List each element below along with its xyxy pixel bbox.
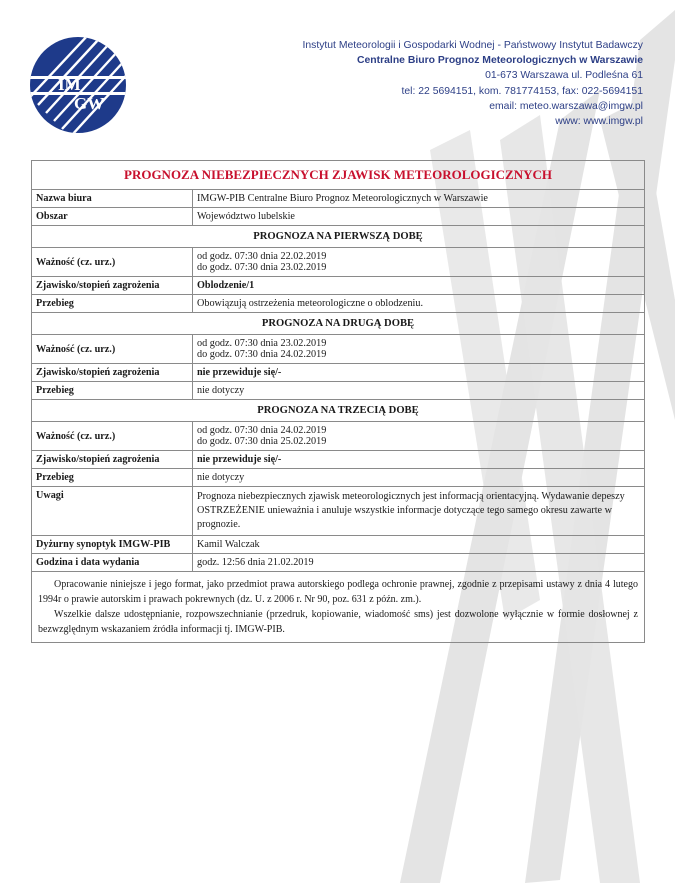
website[interactable]: www: www.imgw.pl [555,116,643,128]
duty-row [32,536,645,554]
office-value: IMGW-PIB Centralne Biuro Prognoz Meteorologicznych w Warszawie [193,190,645,208]
day1-validity-label: Ważność (cz. urz.) [32,248,193,277]
institution-header [302,38,643,129]
day3-heading-row [32,400,645,422]
day2-heading-row [32,313,645,335]
day2-phenomenon-label: Zjawisko/stopień zagrożenia [32,364,193,382]
day3-validity-row [32,422,645,451]
office-name: Centralne Biuro Prognoz Meteorologicznych w Warszawie [357,55,643,67]
footer-row [32,572,645,643]
email[interactable]: email: meteo.warszawa@imgw.pl [489,100,643,112]
office-row [32,190,645,208]
day1-heading: PROGNOZA NA PIERWSZĄ DOBĘ [32,226,645,248]
day3-course-row [32,469,645,487]
day1-course-label: Przebieg [32,295,193,313]
day2-phenomenon-value: nie przewiduje się/- [193,364,645,382]
duty-value: Kamil Walczak [193,536,645,554]
forecast-table [31,160,645,643]
institute-name: Instytut Meteorologii i Gospodarki Wodnej - Państwowy Instytut Badawczy [302,40,643,51]
copyright-paragraph-1: Opracowanie niniejsze i jego format, jako przedmiot prawa autorskiego podlega ochronie prawnej, zgodnie z przepisami ustawy z dnia 4 lutego 1994r o prawie autorskim i prawach pokrewnych (dz. U. z 2006 r. Nr 90, poz. 631 z późn. zm.). [38,579,638,605]
day3-phenomenon-value: nie przewiduje się/- [193,451,645,469]
day2-course-value: nie dotyczy [193,382,645,400]
day3-course-value: nie dotyczy [193,469,645,487]
day3-validity-label: Ważność (cz. urz.) [32,422,193,451]
issued-value: godz. 12:56 dnia 21.02.2019 [193,554,645,572]
day1-course-row [32,295,645,313]
day2-to: do godz. 07:30 dnia 24.02.2019 [197,349,327,360]
day3-heading: PROGNOZA NA TRZECIĄ DOBĘ [32,400,645,422]
day2-from: od godz. 07:30 dnia 23.02.2019 [197,338,327,349]
remarks-row [32,487,645,536]
remarks-label: Uwagi [32,487,193,536]
day1-to: do godz. 07:30 dnia 23.02.2019 [197,262,327,273]
document-title: PROGNOZA NIEBEZPIECZNYCH ZJAWISK METEOROLOGICZNYCH [32,161,645,190]
area-row [32,208,645,226]
day1-validity-value [193,248,645,277]
area-label: Obszar [32,208,193,226]
remarks-value: Prognoza niebezpiecznych zjawisk meteorologicznych jest informacją orientacyjną. Wydawanie depeszy OSTRZEŻENIE unieważnia i anuluje wszystkie informacje dotyczące tego samego okresu zawarte w prognozie. [193,487,645,536]
copyright-paragraph-2: Wszelkie dalsze udostępnianie, rozpowszechnianie (przedruk, kopiowanie, wiadomość sms) jest dozwolone wyłącznie w formie dosłownej z bezwzględnym wskazaniem źródła informacji tj. IMGW-PIB. [38,609,638,635]
day3-to: do godz. 07:30 dnia 25.02.2019 [197,436,327,447]
day1-course-value: Obowiązują ostrzeżenia meteorologiczne o oblodzeniu. [193,295,645,313]
day2-course-label: Przebieg [32,382,193,400]
area-value: Województwo lubelskie [193,208,645,226]
day2-validity-label: Ważność (cz. urz.) [32,335,193,364]
duty-label: Dyżurny synoptyk IMGW-PIB [32,536,193,554]
day3-phenomenon-label: Zjawisko/stopień zagrożenia [32,451,193,469]
day2-validity-row [32,335,645,364]
day3-validity-value [193,422,645,451]
day1-phenomenon-row [32,277,645,295]
copyright-notice [32,572,645,643]
day3-from: od godz. 07:30 dnia 24.02.2019 [197,425,327,436]
svg-text:GW: GW [74,94,105,113]
day1-heading-row [32,226,645,248]
day2-course-row [32,382,645,400]
office-label: Nazwa biura [32,190,193,208]
day3-phenomenon-row [32,451,645,469]
svg-text:IM: IM [58,75,81,94]
day3-course-label: Przebieg [32,469,193,487]
day2-phenomenon-row [32,364,645,382]
imgw-logo [28,35,128,135]
day2-heading: PROGNOZA NA DRUGĄ DOBĘ [32,313,645,335]
issued-row [32,554,645,572]
issued-label: Godzina i data wydania [32,554,193,572]
title-row [32,161,645,190]
phone: tel: 22 5694151, kom. 781774153, fax: 022-5694151 [401,85,643,97]
day1-phenomenon-label: Zjawisko/stopień zagrożenia [32,277,193,295]
day1-from: od godz. 07:30 dnia 22.02.2019 [197,251,327,262]
day1-validity-row [32,248,645,277]
day2-validity-value [193,335,645,364]
address: 01-673 Warszawa ul. Podleśna 61 [485,70,643,82]
day1-phenomenon-value: Oblodzenie/1 [193,277,645,295]
